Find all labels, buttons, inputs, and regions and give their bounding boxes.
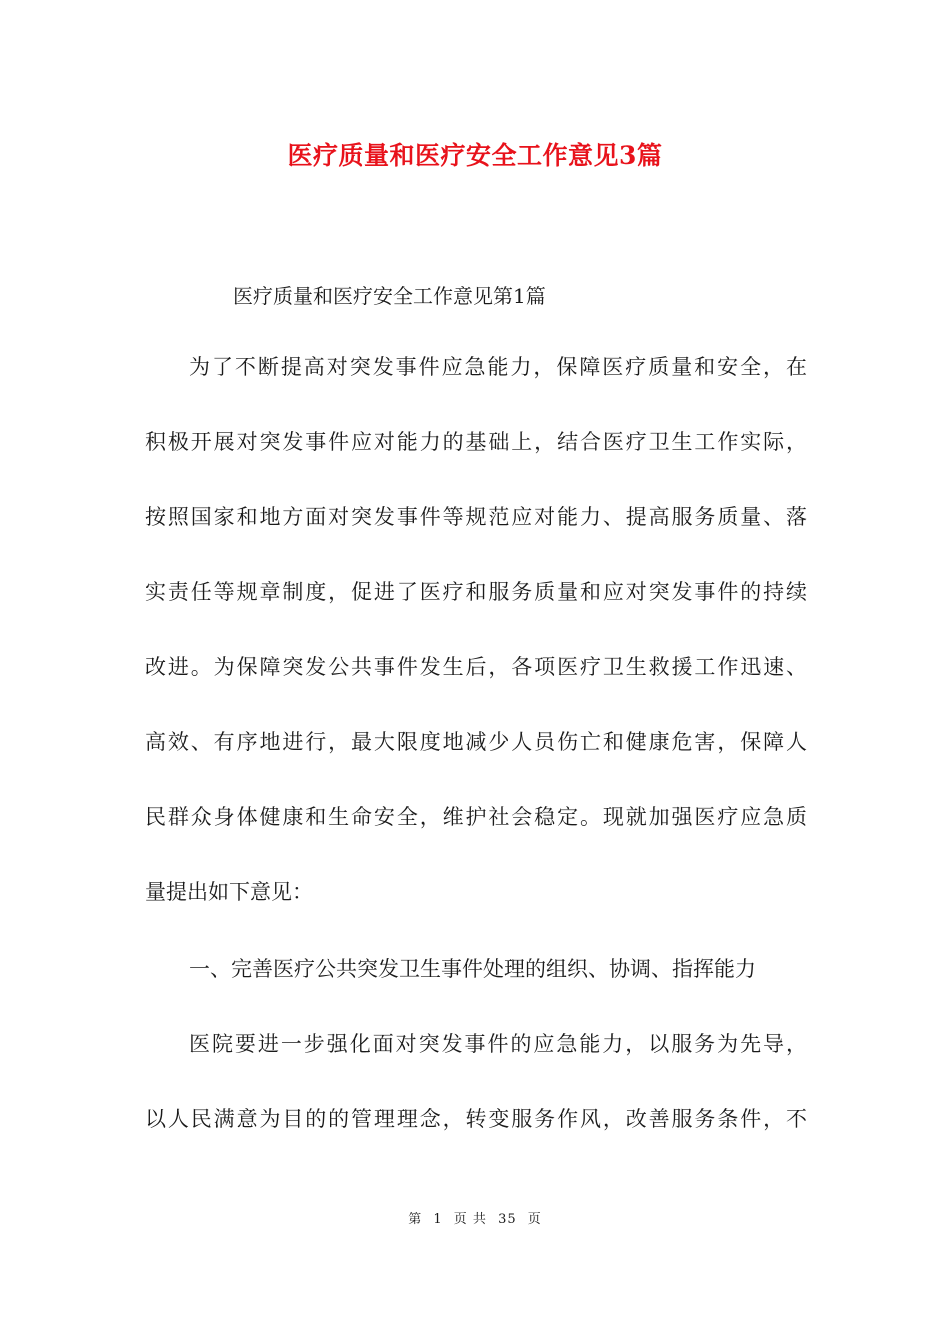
paragraph-line: 医院要进一步强化面对突发事件的应急能力，以服务为先导， — [189, 1032, 807, 1056]
document-title: 医疗质量和医疗安全工作意见3篇 — [287, 141, 663, 170]
page-footer — [0, 1208, 950, 1227]
paragraph-line: 为了不断提高对突发事件应急能力，保障医疗质量和安全，在 — [189, 355, 807, 379]
footer-current-page: 1 — [433, 1212, 443, 1227]
paragraph-line: 按照国家和地方面对突发事件等规范应对能力、提高服务质量、落 — [145, 505, 807, 529]
footer-prefix: 第 — [408, 1212, 423, 1227]
footer-total-pages: 35 — [498, 1212, 517, 1227]
paragraph-line: 民群众身体健康和生命安全，维护社会稳定。现就加强医疗应急质 — [145, 805, 807, 829]
subsection-heading: 一、完善医疗公共突发卫生事件处理的组织、协调、指挥能力 — [189, 957, 756, 981]
section-heading: 医疗质量和医疗安全工作意见第1篇 — [233, 284, 546, 308]
paragraph-2 — [145, 1007, 807, 1157]
footer-middle: 页 共 — [453, 1212, 487, 1227]
paragraph-line: 高效、有序地进行，最大限度地减少人员伤亡和健康危害，保障人 — [145, 730, 807, 754]
paragraph-line: 实责任等规章制度，促进了医疗和服务质量和应对突发事件的持续 — [145, 580, 807, 604]
paragraph-line: 量提出如下意见： — [145, 880, 313, 904]
paragraph-line: 积极开展对突发事件应对能力的基础上，结合医疗卫生工作实际， — [145, 430, 807, 454]
paragraph-line: 以人民满意为目的的管理理念，转变服务作风，改善服务条件，不 — [145, 1107, 807, 1131]
paragraph-line: 改进。为保障突发公共事件发生后，各项医疗卫生救援工作迅速、 — [145, 655, 807, 679]
paragraph-1 — [145, 330, 807, 930]
footer-suffix: 页 — [527, 1212, 542, 1227]
